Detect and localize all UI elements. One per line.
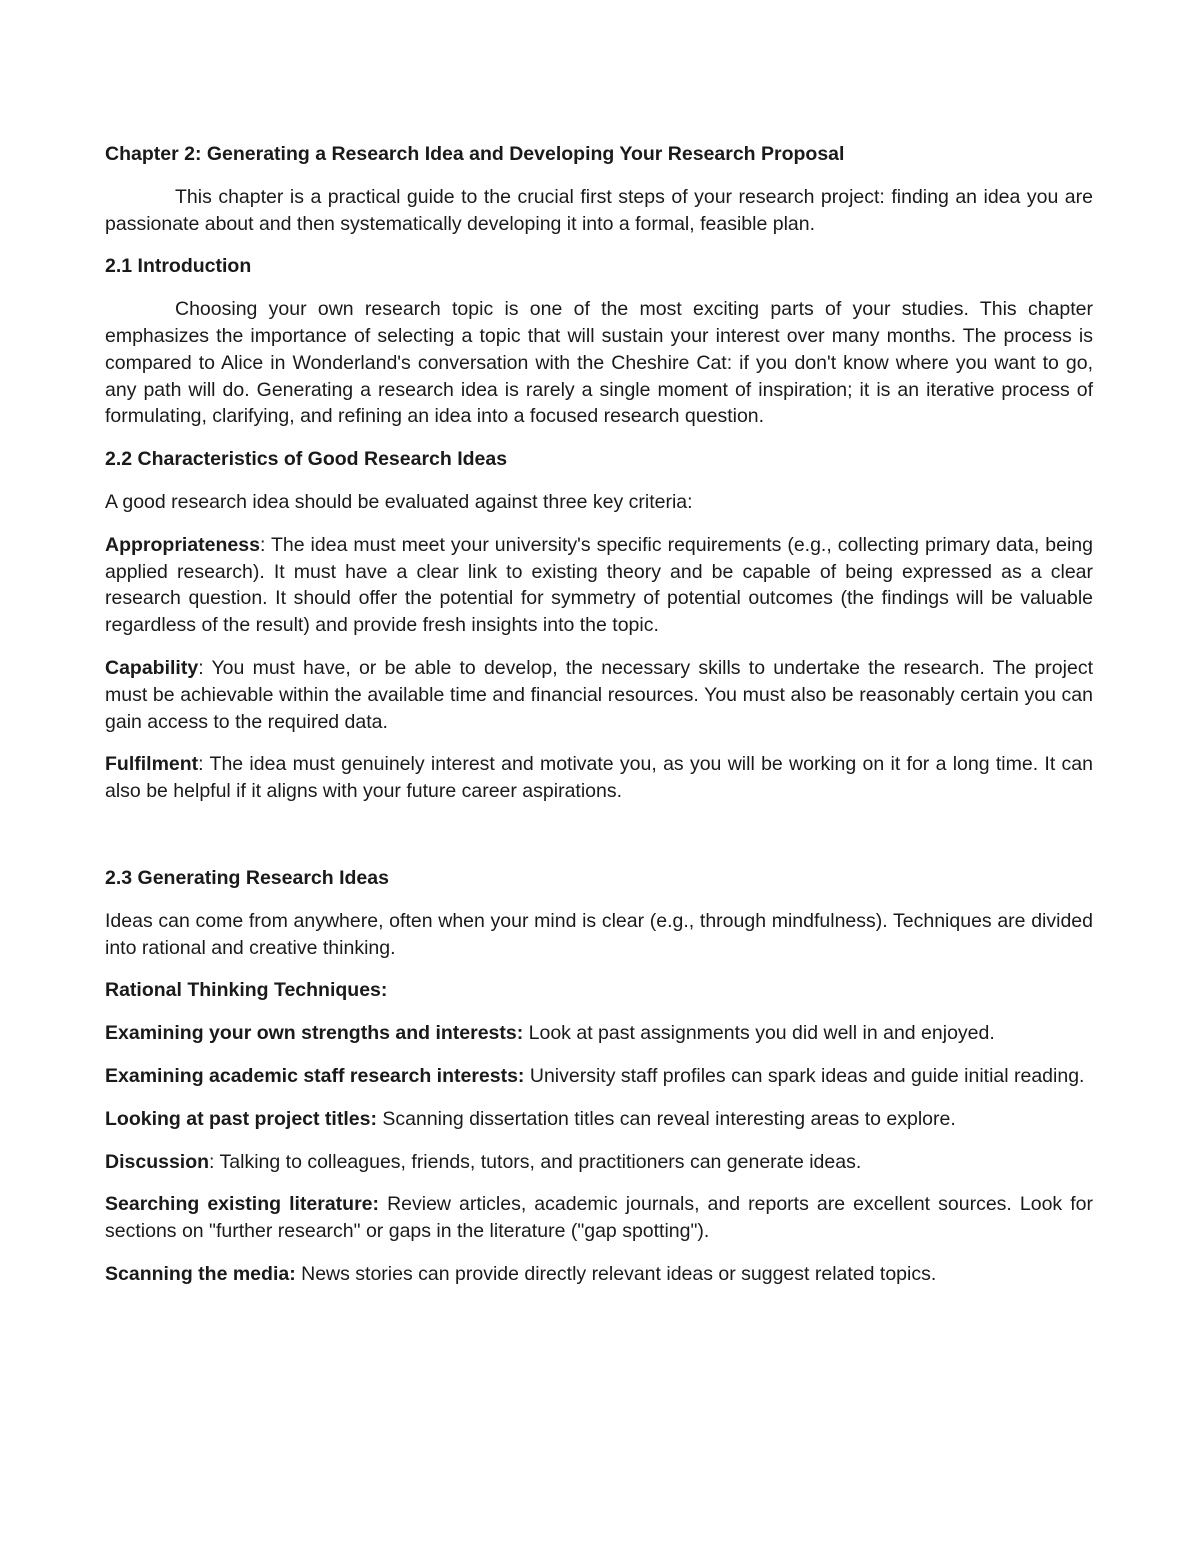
blank-space xyxy=(105,821,1093,865)
section-2-1-heading: 2.1 Introduction xyxy=(105,255,252,278)
rational-techniques-subheading: Rational Thinking Techniques: xyxy=(105,979,388,1002)
criterion-term: Capability xyxy=(105,656,199,679)
chapter-title: Chapter 2: Generating a Research Idea and Developing Your Research Proposal xyxy=(105,143,845,165)
technique-term: Examining academic staff research interests: xyxy=(105,1064,525,1087)
section-2-1-body: Choosing your own research topic is one of the most exciting parts of your studies. This chapter emphasizes the importance of selecting a topic that will sustain your interest over many months. The process is compared to Alice in Wonderland's conversation with the Cheshire Cat: if you don't know where you want to go, any path will do. Generating a research idea is rarely a single moment of inspiration; it is an iterative process of formulating, clarifying, and refining an idea into a focused research question. xyxy=(105,298,1093,428)
criterion-appropriateness xyxy=(105,532,1093,639)
technique-text: Scanning dissertation titles can reveal interesting areas to explore. xyxy=(376,1107,956,1130)
technique-item xyxy=(105,1149,1093,1176)
technique-item xyxy=(105,1106,1093,1133)
technique-item xyxy=(105,1063,1093,1090)
criterion-capability xyxy=(105,655,1093,735)
criterion-term: Fulfilment xyxy=(105,753,199,776)
intro-paragraph: This chapter is a practical guide to the crucial first steps of your research project: finding an idea you are passionate about and then systematically developing it into a formal, feasible plan. xyxy=(105,185,1093,235)
technique-text: Look at past assignments you did well in and enjoyed. xyxy=(523,1022,995,1045)
document-page xyxy=(105,141,1093,1304)
criterion-text: : The idea must meet your university's specific requirements (e.g., collecting primary data, being applied research). It must have a clear link to existing theory and be capable of being expressed as a clear research question. It should offer the potential for symmetry of potential outcomes (the findings will be valuable regardless of the result) and provide fresh insights into the topic. xyxy=(105,533,1093,637)
criterion-text: : The idea must genuinely interest and motivate you, as you will be working on it for a long time. It can also be helpful if it aligns with your future career aspirations. xyxy=(105,753,1093,803)
technique-term: Looking at past project titles: xyxy=(105,1107,377,1130)
technique-text: University staff profiles can spark ideas and guide initial reading. xyxy=(524,1064,1085,1087)
section-2-3-heading: 2.3 Generating Research Ideas xyxy=(105,866,389,889)
criterion-fulfilment xyxy=(105,751,1093,805)
technique-text: News stories can provide directly relevant ideas or suggest related topics. xyxy=(295,1262,937,1285)
technique-term: Discussion xyxy=(105,1150,210,1173)
section-2-3-lead: Ideas can come from anywhere, often when your mind is clear (e.g., through mindfulness). Techniques are divided into rational and creative thinking. xyxy=(105,909,1093,959)
technique-term: Examining your own strengths and interests: xyxy=(105,1022,524,1045)
technique-item xyxy=(105,1261,1093,1288)
section-2-2-lead: A good research idea should be evaluated against three key criteria: xyxy=(105,490,693,513)
technique-text: Review articles, academic journals, and reports are excellent sources. Look for sections on "further research" or gaps in the literature ("gap spotting"). xyxy=(105,1193,1093,1243)
technique-term: Searching existing literature: xyxy=(105,1193,380,1216)
technique-text: : Talking to colleagues, friends, tutors, and practitioners can generate ideas. xyxy=(209,1150,862,1173)
section-2-2-heading: 2.2 Characteristics of Good Research Ideas xyxy=(105,448,508,471)
criterion-term: Appropriateness xyxy=(105,533,260,556)
technique-item xyxy=(105,1191,1093,1245)
technique-item xyxy=(105,1020,1093,1047)
technique-term: Scanning the media: xyxy=(105,1262,296,1285)
criterion-text: : You must have, or be able to develop, the necessary skills to undertake the research. The project must be achievable within the available time and financial resources. You must also be reasonably certain you can gain access to the required data. xyxy=(105,656,1093,733)
